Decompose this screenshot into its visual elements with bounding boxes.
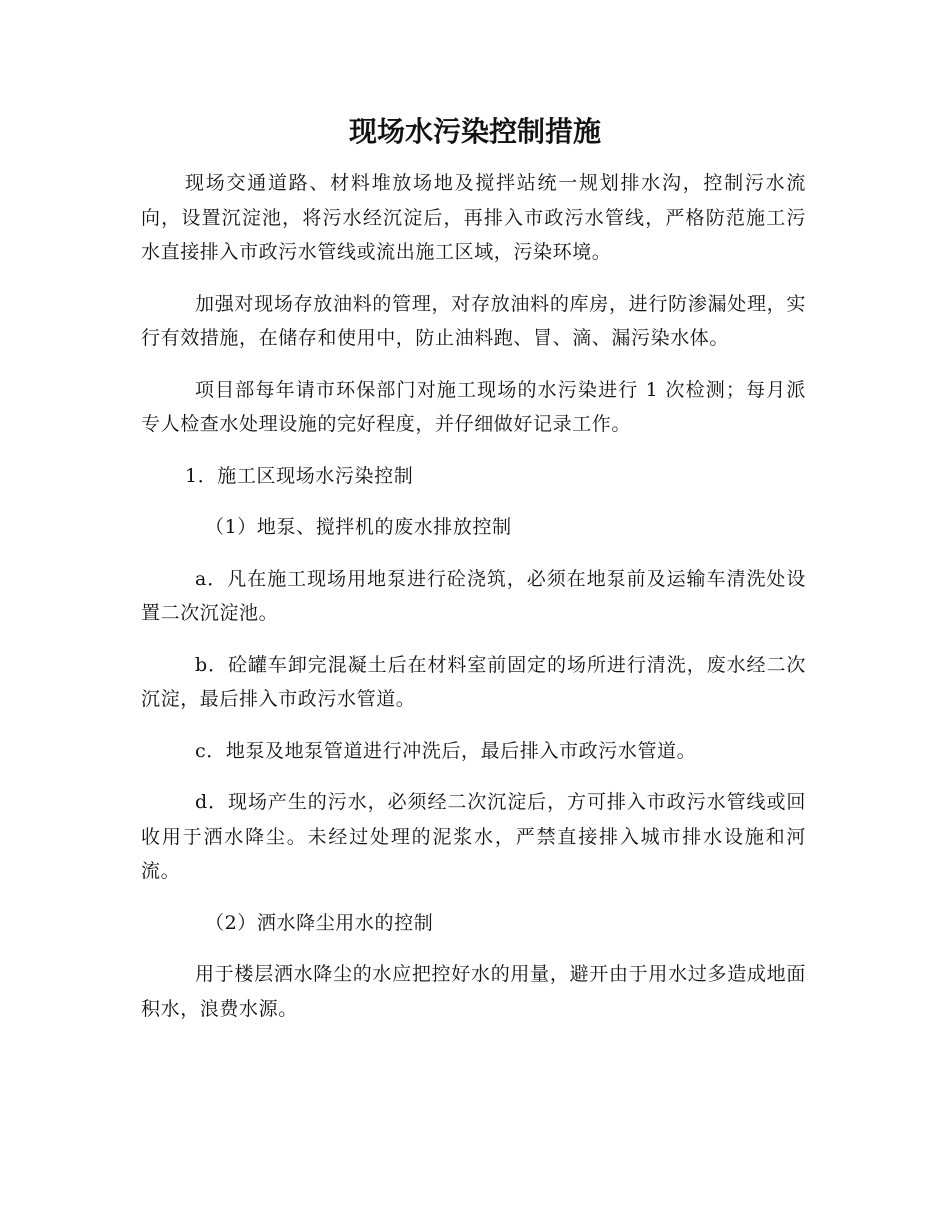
list-item-a: a．凡在施工现场用地泵进行砼浇筑，必须在地泵前及运输车清洗处设置二次沉淀池。 (141, 567, 806, 624)
paragraph-oil-storage: 加强对现场存放油料的管理，对存放油料的库房，进行防渗漏处理，实行有效措施，在储存和使用中，防止油料跑、冒、滴、漏污染水体。 (141, 292, 806, 349)
document-body (141, 166, 806, 1026)
paragraph-inspection: 项目部每年请市环保部门对施工现场的水污染进行 1 次检测；每月派专人检查水处理设施的完好程度，并仔细做好记录工作。 (141, 378, 806, 435)
list-item-c: c．地泵及地泵管道进行冲洗后，最后排入市政污水管道。 (195, 739, 697, 762)
paragraph-drainage: 现场交通道路、材料堆放场地及搅拌站统一规划排水沟，控制污水流向，设置沉淀池，将污水经沉淀后，再排入市政污水管线，严格防范施工污水直接排入市政污水管线或流出施工区域，污染环境。 (141, 172, 806, 263)
list-item-d: d．现场产生的污水，必须经二次沉淀后，方可排入市政污水管线或回收用于洒水降尘。未经过处理的泥浆水，严禁直接排入城市排水设施和河流。 (141, 791, 806, 882)
document-title: 现场水污染控制措施 (348, 115, 601, 148)
subsection-heading-2: （2）洒水降尘用水的控制 (205, 911, 434, 934)
subsection-heading-1: （1）地泵、搅拌机的废水排放控制 (205, 516, 512, 538)
list-item-b: b．砼罐车卸完混凝土后在材料室前固定的场所进行清洗，废水经二次沉淀，最后排入市政污水管道。 (141, 653, 806, 710)
paragraph-dust-water: 用于楼层洒水降尘的水应把控好水的用量，避开由于用水过多造成地面积水，浪费水源。 (141, 963, 806, 1020)
section-heading-1: 1．施工区现场水污染控制 (185, 464, 414, 487)
